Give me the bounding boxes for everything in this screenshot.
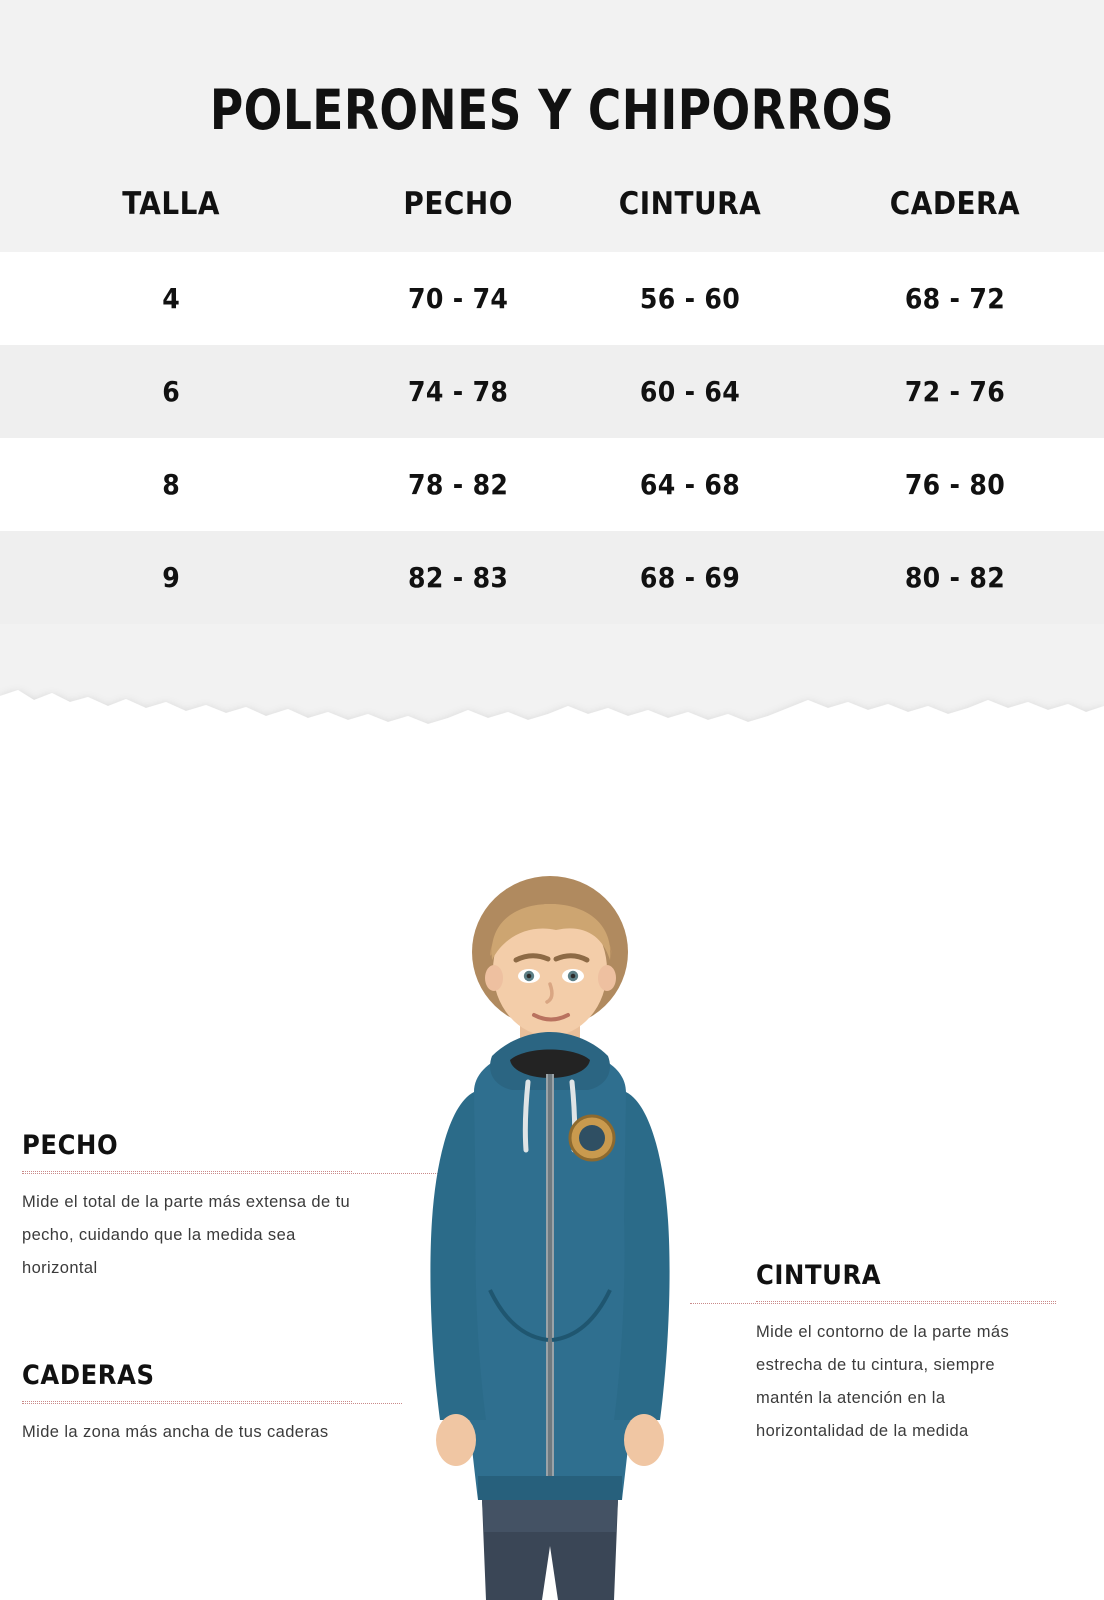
callout-caderas-text: Mide la zona más ancha de tus caderas: [22, 1423, 329, 1441]
callout-pecho: [22, 1130, 352, 1285]
cell-talla: 9: [162, 561, 181, 594]
cell-talla: 8: [162, 468, 181, 501]
cell-talla: 6: [162, 375, 181, 408]
callout-pecho-divider: [22, 1171, 352, 1172]
measurement-guide-section: [0, 760, 1104, 1600]
cell-cintura: 60 - 64: [639, 375, 741, 408]
callout-pecho-title: PECHO: [22, 1130, 119, 1161]
column-header-cintura: CINTURA: [618, 186, 762, 222]
column-header-talla: TALLA: [122, 186, 221, 222]
size-table: [0, 178, 1104, 624]
cell-cadera: 68 - 72: [904, 282, 1006, 315]
cell-pecho: 74 - 78: [408, 375, 509, 408]
cell-pecho: 70 - 74: [408, 282, 509, 315]
callout-pecho-text: Mide el total de la parte más extensa de tu pecho, cuidando que la medida sea horizontal: [22, 1193, 351, 1277]
cell-cadera: 72 - 76: [904, 375, 1006, 408]
callout-cintura: [756, 1260, 1056, 1448]
cell-cintura: 64 - 68: [639, 468, 741, 501]
cell-cadera: 76 - 80: [904, 468, 1006, 501]
table-row: [0, 531, 1104, 624]
model-photo: [370, 860, 730, 1600]
cell-cintura: 68 - 69: [639, 561, 741, 594]
cell-pecho: 78 - 82: [408, 468, 509, 501]
column-header-cadera: CADERA: [889, 186, 1021, 222]
callout-cintura-text: Mide el contorno de la parte más estrecha de tu cintura, siempre mantén la atención en la horizontalidad de la medida: [756, 1323, 1010, 1440]
callout-caderas: [22, 1360, 352, 1449]
cell-cadera: 80 - 82: [904, 561, 1006, 594]
callout-cintura-title: CINTURA: [756, 1260, 882, 1291]
page-title: POLERONES Y CHIPORROS: [209, 78, 895, 142]
size-chart-section: [0, 0, 1104, 760]
cell-talla: 4: [162, 282, 181, 315]
table-row: [0, 438, 1104, 531]
cell-cintura: 56 - 60: [639, 282, 741, 315]
table-header-row: [0, 178, 1104, 252]
torn-paper-edge-decoration: [0, 650, 1104, 760]
column-header-pecho: PECHO: [403, 186, 513, 222]
callout-cintura-divider: [756, 1301, 1056, 1302]
cell-pecho: 82 - 83: [408, 561, 509, 594]
table-row: [0, 345, 1104, 438]
callout-caderas-title: CADERAS: [22, 1360, 155, 1391]
size-table-body: [0, 252, 1104, 624]
callout-caderas-divider: [22, 1401, 352, 1402]
table-row: [0, 252, 1104, 345]
size-table-head: [0, 178, 1104, 252]
